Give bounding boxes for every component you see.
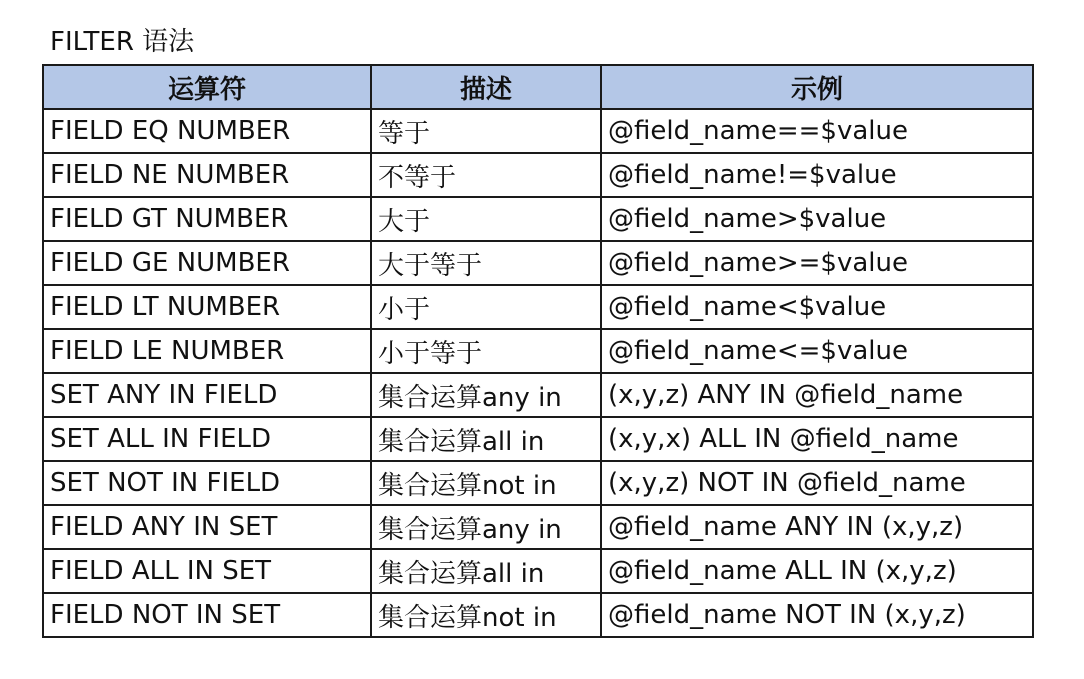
operator-cell: SET NOT IN FIELD xyxy=(43,461,371,505)
description-cell: 等于 xyxy=(371,109,601,153)
example-cell: (x,y,x) ALL IN @field_name xyxy=(601,417,1033,461)
table-row xyxy=(43,285,1033,329)
example-cell: @field_name NOT IN (x,y,z) xyxy=(601,593,1033,637)
operator-cell: FIELD EQ NUMBER xyxy=(43,109,371,153)
description-cell: 集合运算any in xyxy=(371,373,601,417)
operator-cell: FIELD LT NUMBER xyxy=(43,285,371,329)
example-cell: @field_name>$value xyxy=(601,197,1033,241)
operator-cell: FIELD ANY IN SET xyxy=(43,505,371,549)
table-row xyxy=(43,329,1033,373)
operator-cell: SET ALL IN FIELD xyxy=(43,417,371,461)
example-cell: @field_name ALL IN (x,y,z) xyxy=(601,549,1033,593)
description-cell: 集合运算not in xyxy=(371,593,601,637)
operator-cell: FIELD NE NUMBER xyxy=(43,153,371,197)
table-row xyxy=(43,197,1033,241)
description-cell: 集合运算all in xyxy=(371,417,601,461)
description-cell: 集合运算not in xyxy=(371,461,601,505)
table-row xyxy=(43,241,1033,285)
example-cell: @field_name<$value xyxy=(601,285,1033,329)
page-title: FILTER 语法 xyxy=(50,27,195,57)
filter-operator-table xyxy=(42,64,1034,638)
description-cell: 不等于 xyxy=(371,153,601,197)
table-row xyxy=(43,461,1033,505)
column-header-operator: 运算符 xyxy=(43,65,371,109)
example-cell: @field_name ANY IN (x,y,z) xyxy=(601,505,1033,549)
table-header-row xyxy=(43,65,1033,109)
description-cell: 大于等于 xyxy=(371,241,601,285)
example-cell: (x,y,z) NOT IN @field_name xyxy=(601,461,1033,505)
table-row xyxy=(43,373,1033,417)
example-cell: (x,y,z) ANY IN @field_name xyxy=(601,373,1033,417)
column-header-example: 示例 xyxy=(601,65,1033,109)
description-cell: 小于等于 xyxy=(371,329,601,373)
table-row xyxy=(43,417,1033,461)
description-cell: 大于 xyxy=(371,197,601,241)
example-cell: @field_name<=$value xyxy=(601,329,1033,373)
operator-cell: SET ANY IN FIELD xyxy=(43,373,371,417)
example-cell: @field_name>=$value xyxy=(601,241,1033,285)
description-cell: 集合运算all in xyxy=(371,549,601,593)
description-cell: 集合运算any in xyxy=(371,505,601,549)
table-row xyxy=(43,153,1033,197)
operator-cell: FIELD ALL IN SET xyxy=(43,549,371,593)
operator-cell: FIELD NOT IN SET xyxy=(43,593,371,637)
description-cell: 小于 xyxy=(371,285,601,329)
table-row xyxy=(43,549,1033,593)
column-header-description: 描述 xyxy=(371,65,601,109)
example-cell: @field_name==$value xyxy=(601,109,1033,153)
example-cell: @field_name!=$value xyxy=(601,153,1033,197)
operator-cell: FIELD LE NUMBER xyxy=(43,329,371,373)
operator-cell: FIELD GE NUMBER xyxy=(43,241,371,285)
table-row xyxy=(43,593,1033,637)
table-row xyxy=(43,505,1033,549)
operator-cell: FIELD GT NUMBER xyxy=(43,197,371,241)
table-row xyxy=(43,109,1033,153)
